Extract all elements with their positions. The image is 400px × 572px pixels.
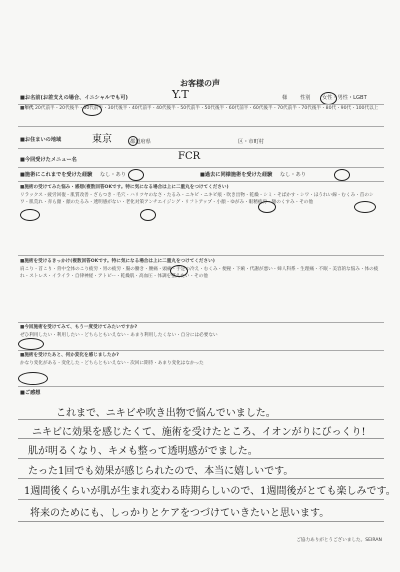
exp-row xyxy=(20,172,126,179)
divider xyxy=(18,167,384,168)
why-label: ■施術を受けるきっかけ(複数回答OKです。特に気になる場合は上に二重丸をつけてください) xyxy=(20,259,215,264)
comment-rule xyxy=(18,521,384,522)
comment-line-3: 肌が明るくなり、キメも整って透明感がでました。 xyxy=(28,446,258,457)
wish-block xyxy=(20,184,382,207)
comment-line-5: 1週間後くらいが肌が生まれ変わる時期らしいので、1週間後がとても楽しみです。 xyxy=(24,486,396,497)
addr-row xyxy=(20,137,61,144)
exp-label: ■施術にこれまでを受けた経験 xyxy=(20,172,93,178)
name-row xyxy=(20,95,128,102)
change-label: ■施術を受けたあと、何か変化を感じましたか? xyxy=(20,353,119,358)
divider xyxy=(18,255,384,256)
change-block xyxy=(20,352,382,367)
exp2-row xyxy=(200,172,306,179)
wish-options: リラックス・疲労回復・肌質改善・ざらつき・毛穴・ハリツヤのなさ・たるみ・ニキビ・ニキビ痕・吹き出物・乾燥・シミ・そばかす・シワ・ほうれい線・むくみ・首のシワ・肌荒れ・赤ら顔・顔のたるみ・透明感がない・老化対策アンチエイジング・リフトアップ・小顔・ゆがみ・眼精疲労・額のくすみ・その他 xyxy=(20,192,374,206)
comment-label: ■ご感想 xyxy=(20,390,41,396)
why-block xyxy=(20,258,382,281)
name-value: Y.T xyxy=(172,88,189,101)
again-circle xyxy=(18,338,44,350)
menu-value: FCR xyxy=(178,151,201,162)
name-label: ■お名前(お差支えの場合、イニシャルでも可) xyxy=(20,95,128,101)
comment-rule xyxy=(18,438,384,439)
comment-rule xyxy=(18,458,384,459)
change-circle xyxy=(18,372,48,385)
again-block xyxy=(20,324,382,339)
comment-line-2: ニキビに効果を感じたくて、施術を受けたところ、イオンがりにびっくり! xyxy=(32,427,366,438)
exp2-options: なし・あり xyxy=(280,172,306,178)
age-label: ■年代 xyxy=(20,106,34,111)
divider xyxy=(18,126,384,127)
comment-line-1: これまで、ニキビや吹き出物で悩んでいました。 xyxy=(56,408,276,419)
footer-text: ご協力ありがとうございました。SEIRAN xyxy=(296,538,382,543)
sex-label: 性別 xyxy=(300,95,311,101)
page-title: お客様の声 xyxy=(180,79,220,88)
pref-value: 東京 xyxy=(92,134,112,145)
change-options: かなり変化がある・変化した・どちらともいえない・次回に期待・あまり変化はなかった xyxy=(20,360,204,366)
sama-text: 様 xyxy=(282,95,288,101)
divider xyxy=(18,322,384,323)
exp-circle xyxy=(128,169,144,181)
age-row xyxy=(20,105,382,113)
wish-circle-2 xyxy=(354,201,376,213)
comment-line-6: 将来のためにも、しっかりとケアをつづけていきたいと思います。 xyxy=(30,508,330,519)
menu-label: ■今回受けたメニュー名 xyxy=(20,157,77,163)
wish-circle-4 xyxy=(140,209,156,221)
comment-rule xyxy=(18,478,384,479)
wish-circle-1 xyxy=(258,201,276,213)
why-circle xyxy=(170,265,188,277)
pref-circle xyxy=(128,136,138,146)
exp2-label: ■過去に同様施術を受けた経験 xyxy=(200,172,273,178)
wish-label: ■施術の受けてみた悩み・感想(複数回答OKです。特に気になる場合は上に二重丸をつけてください) xyxy=(20,185,229,190)
why-options: 肩こり・首こり・背中全体のこり疲労・胃の疲労・腸の働き・腰痛・頭痛・手足の冷え・むくみ・便秘・下痢・代謝が悪い・婦人科系・生理痛・不眠・美容的な悩み・体の疲れ・ストレス・イライラ・自律神経・アトピー・乾燥肌・高血圧・体調を整えたい・その他 xyxy=(20,266,379,280)
comment-rule xyxy=(18,419,384,420)
wish-circle-3 xyxy=(20,209,40,221)
divider xyxy=(18,350,384,351)
exp-options: なし・あり xyxy=(100,172,126,178)
sex-options: 女性・男性・LGBT xyxy=(322,95,367,101)
city-suffix: 区・市町村 xyxy=(238,139,264,145)
menu-row xyxy=(20,157,77,164)
comment-rule xyxy=(18,499,384,500)
comment-row xyxy=(20,390,40,397)
again-options: ぜひ利用したい・利用したい・どちらともいえない・あまり利用したくない・自分には必要ない xyxy=(20,332,218,338)
age-options: 20代前半・20代後半・30代前半・30代後半・40代前半・40代後半・50代前半・50代後半・60代前半・60代後半・70代前半・70代後半・80代・90代・100代以上 xyxy=(35,106,379,111)
exp2-circle xyxy=(334,169,350,181)
age-circle xyxy=(82,104,102,116)
divider xyxy=(18,148,384,149)
comment-line-4: たった1回でも効果が感じられたので、本当に嬉しいです。 xyxy=(28,466,294,477)
again-label: ■今回施術を受けてみて、もう一度受けてみたいですか? xyxy=(20,325,138,330)
divider xyxy=(18,386,384,387)
divider xyxy=(18,181,384,182)
pref-suffix: 都道府県 xyxy=(130,139,151,145)
addr-label: ■お住まいの地域 xyxy=(20,137,62,143)
